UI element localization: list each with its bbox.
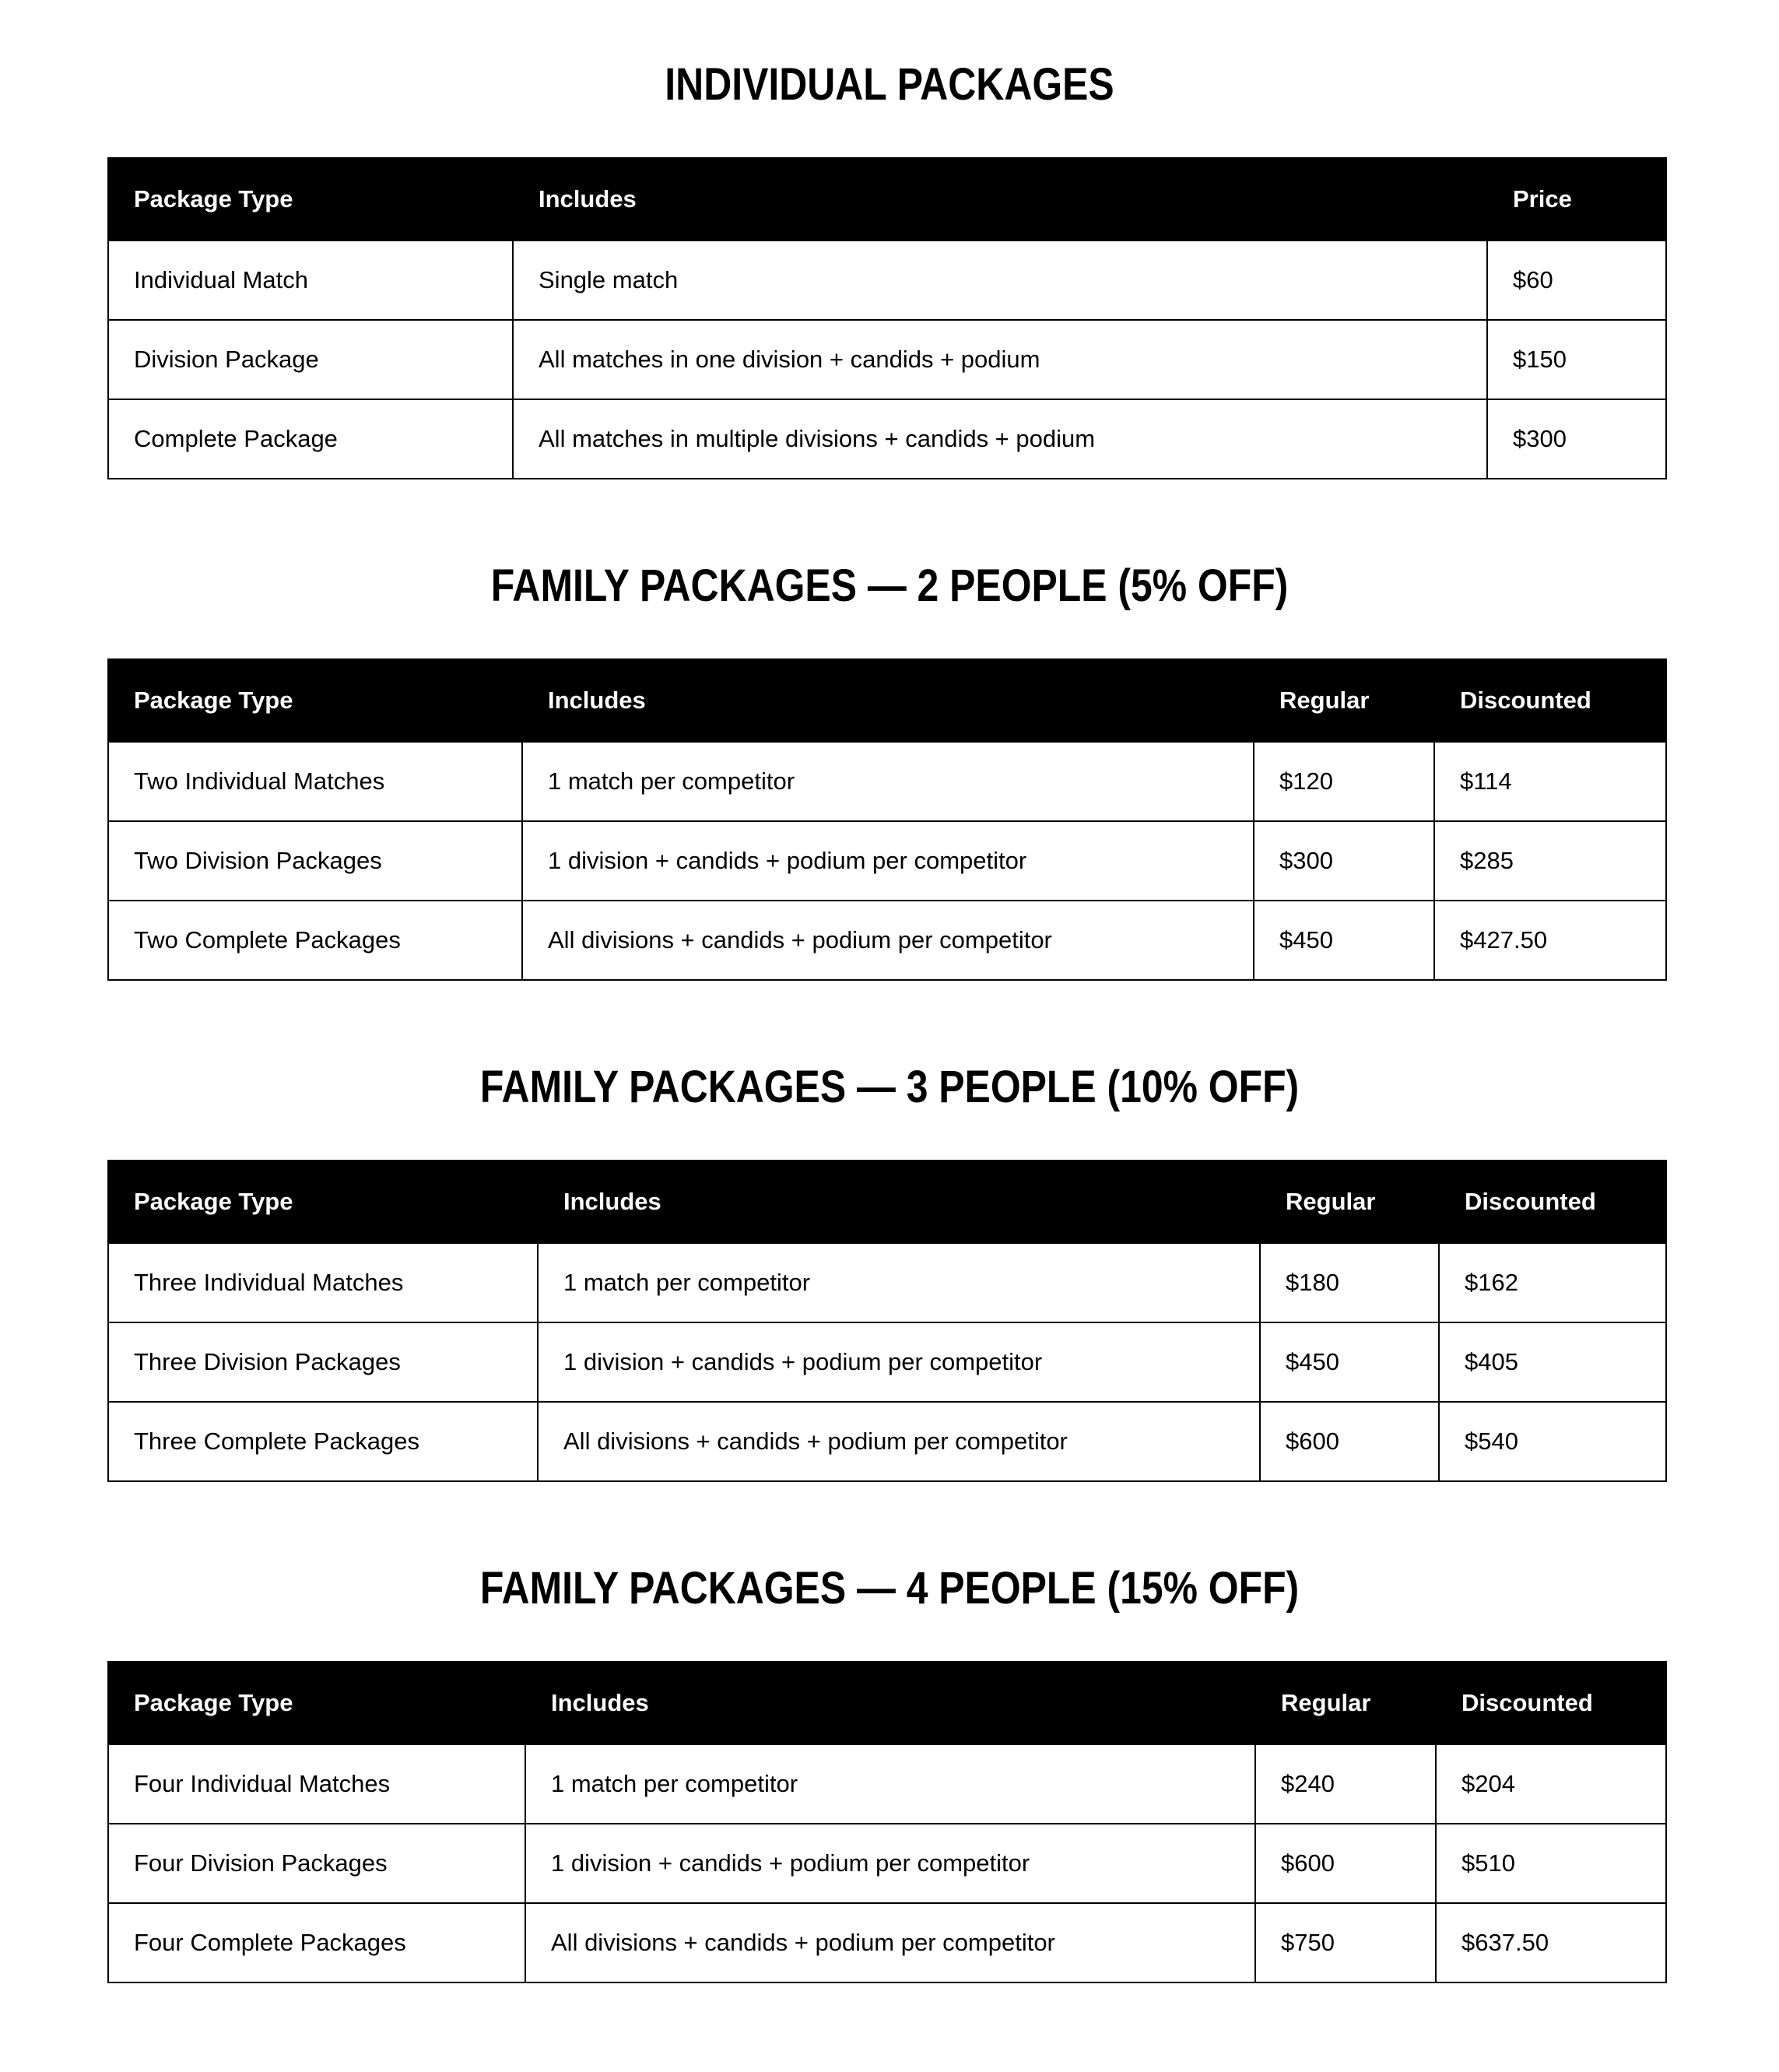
table-header-row [108, 1161, 1666, 1243]
table-row [108, 399, 1666, 479]
family-4-packages-title: FAMILY PACKAGES — 4 PEOPLE (15% OFF) [479, 1563, 1300, 1614]
cell-regular: $180 [1260, 1243, 1439, 1322]
table-header-row [108, 158, 1666, 241]
cell-package-type: Four Individual Matches [108, 1744, 525, 1824]
header-package-type: Package Type [108, 158, 513, 241]
header-regular: Regular [1254, 659, 1434, 742]
cell-discounted: $510 [1436, 1824, 1666, 1903]
table-row [108, 1903, 1666, 1982]
table-row [108, 320, 1666, 399]
cell-includes: All divisions + candids + podium per competitor [538, 1402, 1260, 1481]
table-header-row [108, 659, 1666, 742]
cell-regular: $300 [1254, 821, 1434, 901]
header-includes: Includes [513, 158, 1487, 241]
cell-regular: $240 [1255, 1744, 1436, 1824]
cell-includes: 1 match per competitor [525, 1744, 1255, 1824]
family-3-packages-table [107, 1160, 1667, 1482]
cell-package-type: Four Division Packages [108, 1824, 525, 1903]
cell-discounted: $637.50 [1436, 1903, 1666, 1982]
cell-package-type: Two Division Packages [108, 821, 522, 901]
family-3-packages-title: FAMILY PACKAGES — 3 PEOPLE (10% OFF) [479, 1062, 1300, 1112]
cell-package-type: Three Individual Matches [108, 1243, 538, 1322]
cell-includes: All divisions + candids + podium per competitor [522, 901, 1254, 980]
header-price: Price [1487, 158, 1666, 241]
cell-includes: 1 division + candids + podium per competitor [538, 1322, 1260, 1402]
header-regular: Regular [1255, 1662, 1436, 1744]
table-row [108, 1243, 1666, 1322]
cell-includes: 1 division + candids + podium per competitor [525, 1824, 1255, 1903]
cell-package-type: Division Package [108, 320, 513, 399]
cell-includes: 1 match per competitor [522, 742, 1254, 821]
family-4-packages-table [107, 1661, 1667, 1983]
table-row [108, 1402, 1666, 1481]
cell-includes: Single match [513, 241, 1487, 320]
header-package-type: Package Type [108, 1161, 538, 1243]
table-header-row [108, 1662, 1666, 1744]
header-discounted: Discounted [1436, 1662, 1666, 1744]
cell-package-type: Four Complete Packages [108, 1903, 525, 1982]
cell-package-type: Complete Package [108, 399, 513, 479]
cell-discounted: $427.50 [1434, 901, 1666, 980]
cell-discounted: $540 [1439, 1402, 1666, 1481]
table-row [108, 742, 1666, 821]
header-includes: Includes [522, 659, 1254, 742]
family-2-packages-title: FAMILY PACKAGES — 2 PEOPLE (5% OFF) [490, 560, 1289, 611]
header-package-type: Package Type [108, 1662, 525, 1744]
header-package-type: Package Type [108, 659, 522, 742]
cell-includes: 1 match per competitor [538, 1243, 1260, 1322]
family-2-packages-table [107, 658, 1667, 981]
header-discounted: Discounted [1434, 659, 1666, 742]
cell-includes: All matches in multiple divisions + candids + podium [513, 399, 1487, 479]
header-includes: Includes [525, 1662, 1255, 1744]
cell-package-type: Two Complete Packages [108, 901, 522, 980]
cell-regular: $120 [1254, 742, 1434, 821]
cell-includes: 1 division + candids + podium per competitor [522, 821, 1254, 901]
cell-regular: $750 [1255, 1903, 1436, 1982]
cell-package-type: Three Complete Packages [108, 1402, 538, 1481]
cell-price: $60 [1487, 241, 1666, 320]
cell-package-type: Two Individual Matches [108, 742, 522, 821]
individual-packages-table [107, 157, 1667, 479]
cell-regular: $450 [1254, 901, 1434, 980]
header-includes: Includes [538, 1161, 1260, 1243]
table-row [108, 241, 1666, 320]
table-row [108, 901, 1666, 980]
table-row [108, 1744, 1666, 1824]
cell-discounted: $162 [1439, 1243, 1666, 1322]
cell-price: $300 [1487, 399, 1666, 479]
table-row [108, 1322, 1666, 1402]
cell-includes: All matches in one division + candids + podium [513, 320, 1487, 399]
cell-discounted: $405 [1439, 1322, 1666, 1402]
cell-regular: $450 [1260, 1322, 1439, 1402]
header-regular: Regular [1260, 1161, 1439, 1243]
header-discounted: Discounted [1439, 1161, 1666, 1243]
cell-discounted: $114 [1434, 742, 1666, 821]
cell-includes: All divisions + candids + podium per competitor [525, 1903, 1255, 1982]
individual-packages-title: INDIVIDUAL PACKAGES [665, 59, 1114, 110]
table-row [108, 1824, 1666, 1903]
cell-price: $150 [1487, 320, 1666, 399]
table-row [108, 821, 1666, 901]
cell-discounted: $285 [1434, 821, 1666, 901]
cell-regular: $600 [1260, 1402, 1439, 1481]
cell-package-type: Three Division Packages [108, 1322, 538, 1402]
cell-discounted: $204 [1436, 1744, 1666, 1824]
cell-regular: $600 [1255, 1824, 1436, 1903]
cell-package-type: Individual Match [108, 241, 513, 320]
